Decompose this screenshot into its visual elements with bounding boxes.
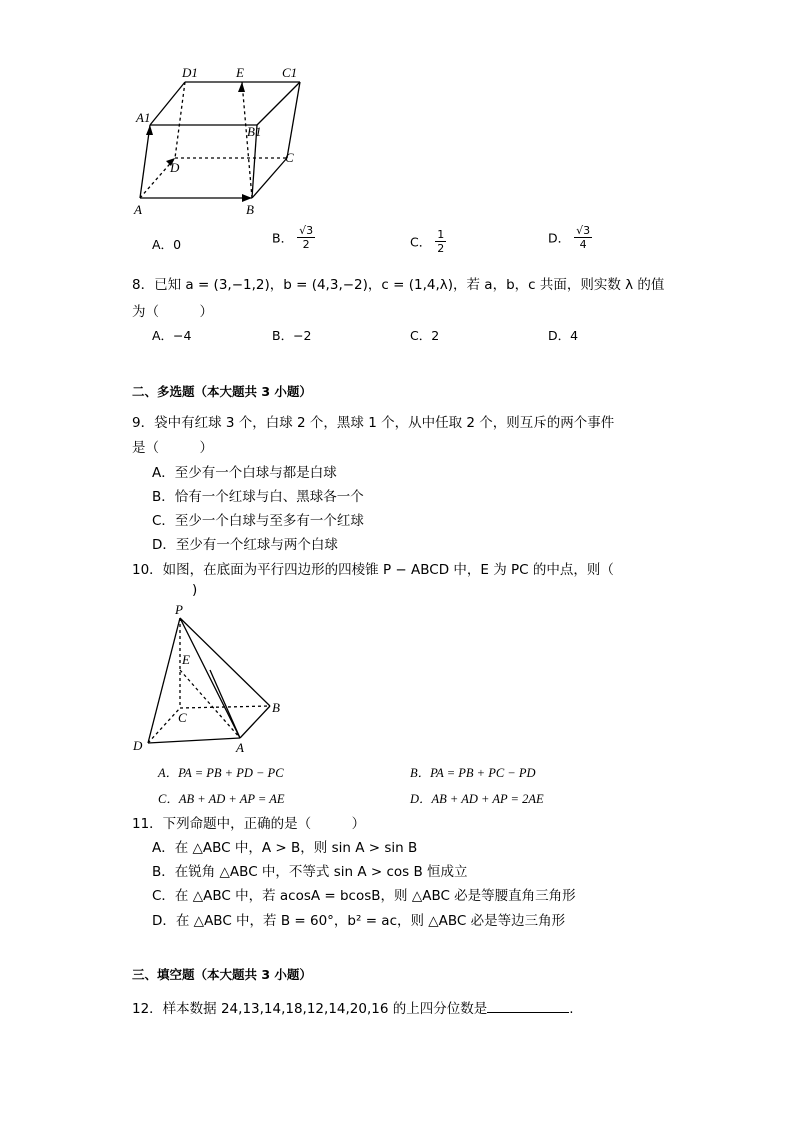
q12-answer-blank[interactable]: [487, 999, 569, 1013]
parallelepiped-figure: [130, 62, 310, 222]
q11-stem: 11．下列命题中，正确的是（ ）: [132, 816, 366, 832]
q10-option-b: B．PA = PB + PC − PD: [410, 766, 536, 780]
q9-option-b: B．恰有一个红球与白、黑球各一个: [152, 489, 364, 505]
pyramid-figure: [130, 600, 290, 755]
label-a1: A1: [136, 110, 151, 125]
label-e2: E: [182, 652, 190, 667]
q12-stem: 12．样本数据 24,13,14,18,12,14,20,16 的上四分位数是 .: [132, 1001, 574, 1017]
section-2-title: 二、多选题（本大题共 3 小题）: [132, 384, 312, 399]
q10-option-a: A．PA = PB + PD − PC: [158, 766, 284, 780]
label-p: P: [175, 602, 183, 617]
q9-option-d: D．至少有一个红球与两个白球: [152, 537, 338, 553]
q10-option-d: D．AB + AD + AP = 2AE: [410, 792, 544, 806]
label-c2: C: [178, 710, 187, 725]
label-a: A: [134, 202, 142, 217]
label-c1: C1: [282, 65, 298, 80]
section-3-title: 三、填空题（本大题共 3 小题）: [132, 967, 312, 982]
q11-option-b: B．在锐角 △ABC 中，不等式 sin A > cos B 恒成立: [152, 864, 468, 880]
label-c: C: [285, 150, 294, 165]
q8-stem-line2: 为（ ）: [132, 304, 213, 320]
q9-option-c: C．至少一个白球与至多有一个红球: [152, 513, 364, 529]
q10-stem-line1: 10．如图，在底面为平行四边形的四棱锥 P − ABCD 中，E 为 PC 的中点，则（: [132, 562, 614, 578]
label-b1: B1: [247, 124, 262, 139]
label-b: B: [246, 202, 254, 217]
q11-option-a: A．在 △ABC 中，A > B，则 sin A > sin B: [152, 840, 418, 856]
q8-option-b: B．−2: [272, 328, 312, 343]
q9-stem-line2: 是（ ）: [132, 440, 213, 456]
label-d1: D1: [182, 65, 198, 80]
q10-option-c: C．AB + AD + AP = AE: [158, 792, 285, 806]
q7-option-d: D． $\frac{√3}{4}$: [548, 224, 591, 251]
q7-option-c: C． $\frac{1}{2}$: [410, 228, 445, 255]
q9-option-a: A．至少有一个白球与都是白球: [152, 465, 337, 481]
q7-option-a: A．0: [152, 237, 182, 252]
q8-option-c: C．2: [410, 328, 440, 343]
q8-option-d: D．4: [548, 328, 579, 343]
label-e: E: [236, 65, 244, 80]
label-b2: B: [272, 700, 280, 715]
q8-stem-line1: 8．已知 a = (3,−1,2)，b = (4,3,−2)，c = (1,4,λ)，若 a，b，c 共面，则实数 λ 的值: [132, 277, 665, 293]
label-d2: D: [133, 738, 143, 753]
q11-option-c: C．在 △ABC 中，若 acosA = bcosB，则 △ABC 必是等腰直角三角形: [152, 888, 576, 904]
q9-stem-line1: 9．袋中有红球 3 个，白球 2 个，黑球 1 个，从中任取 2 个，则互斥的两个事件: [132, 415, 615, 431]
q12-text: 12．样本数据 24,13,14,18,12,14,20,16 的上四分位数是: [132, 1001, 488, 1017]
q11-option-d: D．在 △ABC 中，若 B = 60°，b² = ac，则 △ABC 必是等边三角形: [152, 913, 566, 929]
q7-option-b: B． $\frac{√3}{2}$: [272, 224, 314, 251]
label-a2: A: [236, 740, 244, 755]
label-d: D: [170, 160, 180, 175]
q8-option-a: A．−4: [152, 328, 192, 343]
q10-stem-line2: ): [192, 582, 198, 598]
